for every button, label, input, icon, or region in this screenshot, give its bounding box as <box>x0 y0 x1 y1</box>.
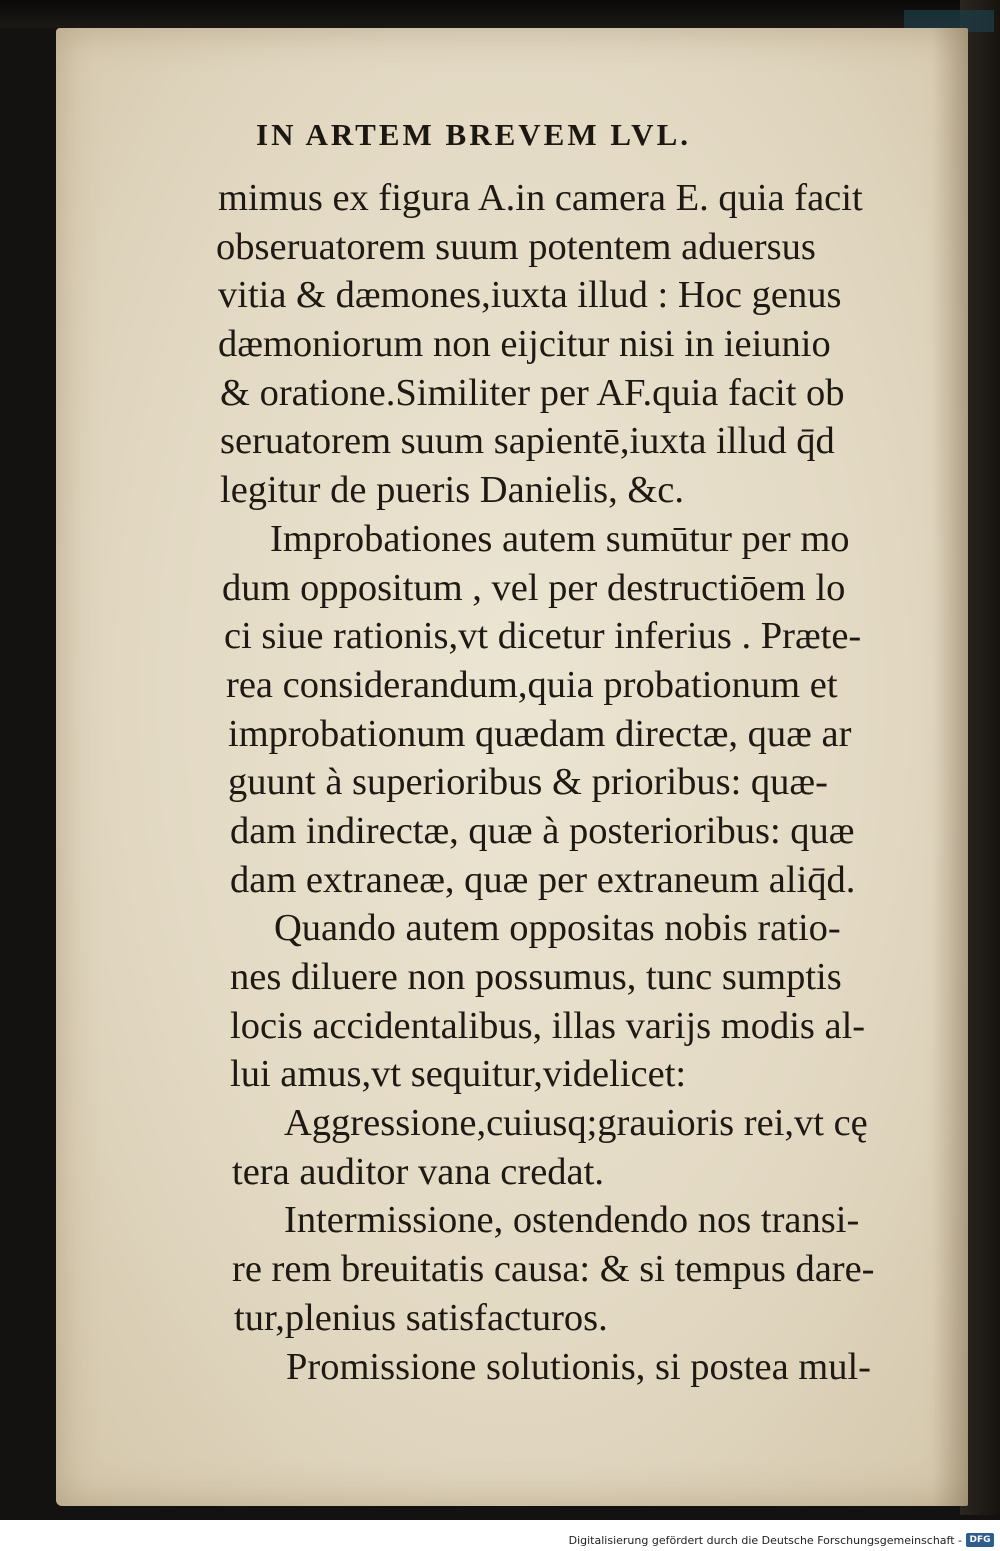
text-line: dæmoniorum non eijcitur nisi in ieiunio <box>218 323 831 366</box>
footer-credit: Digitalisierung gefördert durch die Deutsche Forschungsgemeinschaft - <box>568 1534 962 1547</box>
text-line: nes diluere non possumus, tunc sumptis <box>230 956 842 998</box>
text-line: tur,plenius satisfacturos. <box>234 1296 608 1339</box>
scan-background-top <box>0 0 1000 28</box>
text-line: Intermissione, ostendendo nos transi- <box>284 1199 860 1242</box>
text-line: lui amus,vt sequitur,videlicet: <box>230 1053 687 1096</box>
text-line: & oratione.Similiter per AF.quia facit ob <box>220 371 845 414</box>
text-line: dum oppositum , vel per destructiōem lo <box>222 566 846 609</box>
page-gutter-shadow <box>932 28 968 1506</box>
text-line: seruatorem suum sapientē,iuxta illud q̄d <box>220 420 835 463</box>
text-line: Improbationes autem sumūtur per mo <box>270 517 850 560</box>
text-line: guunt à superioribus & prioribus: quæ- <box>228 761 828 804</box>
text-line: obseruatorem suum potentem aduersus <box>216 225 816 268</box>
text-line: Quando autem oppositas nobis ratio- <box>274 907 841 950</box>
text-line: rea considerandum,quia probationum et <box>226 663 838 706</box>
text-line: legitur de pueris Danielis, &c. <box>220 469 685 512</box>
text-line: Promissione solutionis, si postea mul- <box>286 1345 872 1388</box>
text-line: Aggressione,cuiusq;grauioris rei,vt cę <box>284 1102 868 1145</box>
running-head: IN ARTEM BREVEM LVL. <box>256 117 691 152</box>
text-line: locis accidentalibus, illas varijs modis al- <box>230 1004 866 1047</box>
text-line: vitia & dæmones,iuxta illud : Hoc genus <box>218 274 842 317</box>
text-line: re rem breuitatis causa: & si tempus dare- <box>232 1248 875 1291</box>
text-line: improbationum quædam directæ, quæ ar <box>228 712 852 755</box>
text-line: dam extraneæ, quæ per extraneum aliq̄d. <box>230 858 856 901</box>
text-line: mimus ex figura A.in camera E. quia facit <box>218 177 863 219</box>
dfg-logo: DFG <box>966 1533 994 1547</box>
text-line: ci siue rationis,vt dicetur inferius . Præte- <box>224 615 862 658</box>
body-text <box>210 174 920 1391</box>
text-line: tera auditor vana credat. <box>232 1150 604 1193</box>
text-line: dam indirectæ, quæ à posterioribus: quæ <box>230 809 855 852</box>
